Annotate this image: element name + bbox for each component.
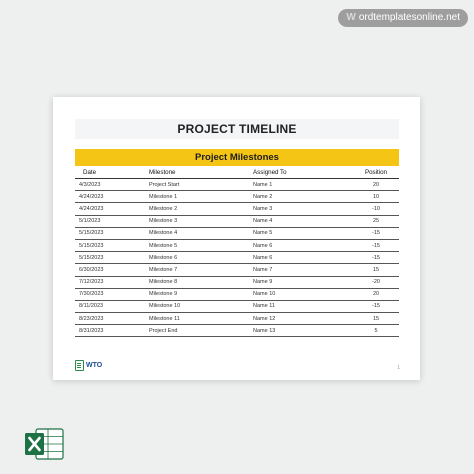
cell-assigned: Name 10 [253, 288, 353, 300]
cell-position: -15 [353, 239, 399, 251]
cell-position: 15 [353, 313, 399, 325]
header-date: Date [75, 167, 149, 179]
cell-assigned: Name 11 [253, 300, 353, 312]
cell-assigned: Name 12 [253, 313, 353, 325]
cell-milestone: Milestone 7 [149, 264, 253, 276]
cell-date: 5/15/2023 [75, 252, 149, 264]
cell-milestone: Milestone 3 [149, 215, 253, 227]
cell-assigned: Name 3 [253, 203, 353, 215]
cell-date: 5/15/2023 [75, 239, 149, 251]
cell-milestone: Milestone 11 [149, 313, 253, 325]
cell-date: 8/31/2023 [75, 325, 149, 337]
cell-position: 15 [353, 264, 399, 276]
cell-position: 25 [353, 215, 399, 227]
cell-position: -15 [353, 252, 399, 264]
cell-date: 5/1/2023 [75, 215, 149, 227]
table-row [75, 227, 399, 239]
table-row [75, 300, 399, 312]
cell-position: -15 [353, 227, 399, 239]
site-watermark [338, 9, 468, 27]
cell-milestone: Milestone 4 [149, 227, 253, 239]
cell-milestone: Milestone 5 [149, 239, 253, 251]
document-sheet [53, 97, 420, 380]
page-title: PROJECT TIMELINE [177, 122, 297, 136]
cell-date: 8/23/2023 [75, 313, 149, 325]
watermark-text: ordtemplatesonline.net [358, 12, 460, 23]
table-row [75, 203, 399, 215]
table-row [75, 179, 399, 191]
milestones-banner [75, 149, 399, 166]
cell-date: 4/24/2023 [75, 191, 149, 203]
cell-assigned: Name 5 [253, 227, 353, 239]
table-body [75, 179, 399, 337]
cell-assigned: Name 4 [253, 215, 353, 227]
cell-position: 10 [353, 191, 399, 203]
cell-milestone: Milestone 2 [149, 203, 253, 215]
cell-milestone: Milestone 8 [149, 276, 253, 288]
cell-assigned: Name 13 [253, 325, 353, 337]
table-header-row [75, 167, 399, 179]
cell-milestone: Milestone 9 [149, 288, 253, 300]
banner-label: Project Milestones [195, 152, 279, 163]
table-row [75, 325, 399, 337]
cell-position: -10 [353, 203, 399, 215]
cell-date: 4/3/2023 [75, 179, 149, 191]
cell-assigned: Name 1 [253, 179, 353, 191]
logo-text: WTO [86, 362, 103, 369]
cell-assigned: Name 9 [253, 276, 353, 288]
cell-position: 20 [353, 288, 399, 300]
table-row [75, 264, 399, 276]
cell-date: 7/12/2023 [75, 276, 149, 288]
cell-assigned: Name 6 [253, 239, 353, 251]
excel-icon [24, 428, 64, 460]
cell-assigned: Name 6 [253, 252, 353, 264]
table-row [75, 313, 399, 325]
table-row [75, 215, 399, 227]
cell-milestone: Project End [149, 325, 253, 337]
cell-milestone: Milestone 1 [149, 191, 253, 203]
cell-milestone: Project Start [149, 179, 253, 191]
table-row [75, 288, 399, 300]
table-row [75, 252, 399, 264]
cell-assigned: Name 7 [253, 264, 353, 276]
cell-position: -15 [353, 300, 399, 312]
wto-logo [75, 360, 102, 371]
cell-milestone: Milestone 10 [149, 300, 253, 312]
page-number: 1 [397, 365, 400, 371]
cell-date: 6/30/2023 [75, 264, 149, 276]
milestones-table [75, 167, 399, 337]
header-assigned: Assigned To [253, 167, 353, 179]
table-row [75, 239, 399, 251]
cell-date: 5/15/2023 [75, 227, 149, 239]
logo-mark-icon [75, 360, 84, 371]
cell-position: 20 [353, 179, 399, 191]
header-milestone: Milestone [149, 167, 253, 179]
title-box [75, 119, 399, 139]
watermark-w: W [346, 12, 356, 23]
cell-date: 8/11/2023 [75, 300, 149, 312]
cell-position: 5 [353, 325, 399, 337]
cell-date: 7/30/2023 [75, 288, 149, 300]
cell-date: 4/24/2023 [75, 203, 149, 215]
table-row [75, 276, 399, 288]
header-position: Position [353, 167, 399, 179]
table-row [75, 191, 399, 203]
cell-position: -20 [353, 276, 399, 288]
cell-assigned: Name 2 [253, 191, 353, 203]
cell-milestone: Milestone 6 [149, 252, 253, 264]
